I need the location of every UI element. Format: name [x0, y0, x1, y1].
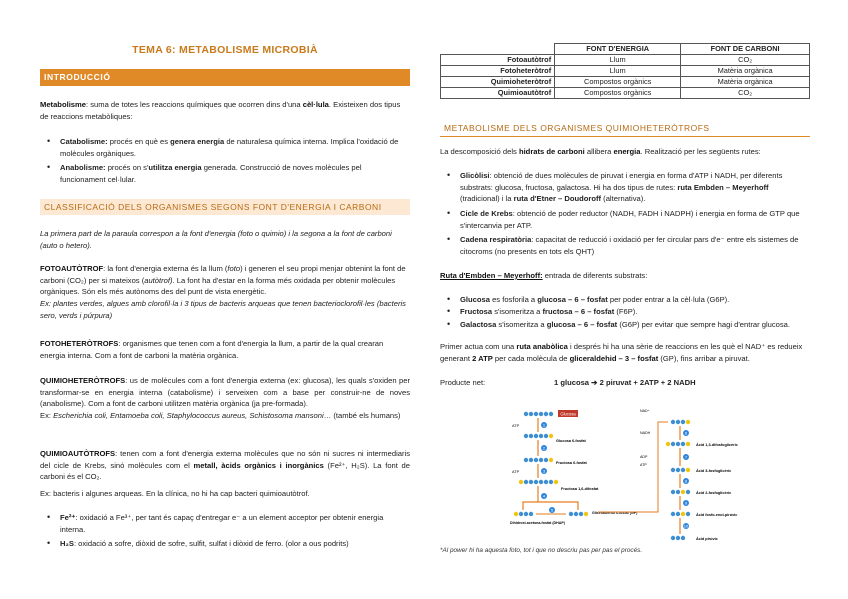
pep-label: Àcid fosfo-enol-pirúvic	[696, 513, 738, 517]
a13-label: Àcid 1,3-difosfoglicèric	[696, 443, 738, 447]
gp-label: Gliceraldehid 3-fosfat (GP)	[592, 511, 638, 515]
classificacio-intro: La primera part de la paraula correspon a la font d'energia (foto o quimio) i la segona a la font de carboni (auto o hetero).	[40, 229, 392, 250]
quimioautotrof-example: Ex: bacteris i algunes arqueas. En la clínica, no hi ha cap bacteri quimioautòtrof.	[40, 489, 310, 498]
ruta-bullet-fructosa: • Fructosa s'isomeritza a fructosa – 6 – fosfat (F6P).	[460, 306, 810, 318]
quimioheterotrofs-heading: METABOLISME DELS ORGANISMES QUIMIOHETERÒTROFS	[440, 120, 810, 137]
col-header-energy: FONT D'ENERGIA	[555, 44, 681, 55]
svg-text:5: 5	[550, 507, 554, 513]
atp-label-1: ATP	[512, 424, 520, 428]
net-label: Producte net:	[440, 378, 486, 387]
quimioheterotrof-paragraph: QUIMIOHETERÒTROFS: us de molècules com a font d'energia externa (ex: glucosa), les quals s'oxiden per transformar-se en energia interna (catabolisme) i serveixen com a base per construir-ne de noves (anabolisme). Com a font de carboni utilitzen matèria orgànica (ja pre-formada).	[40, 376, 410, 409]
pir-label: Àcid pirúvic	[696, 537, 718, 541]
table-row	[441, 88, 810, 99]
quimio-intro: La descomposició dels hidrats de carboni allibera energia. Realització per les següents rutes:	[440, 147, 761, 156]
metabolisme-paragraph: Metabolisme: suma de totes les reaccions químiques que ocorren dins d'una cèl·lula. Existeixen dos tipus de reaccions metabòliques:	[40, 100, 401, 121]
atp-label-2: ATP	[512, 470, 520, 474]
classification-table	[440, 43, 810, 99]
catabolisme-bullet: • Catabolisme: procés en què es genera energia de naturalesa química interna. Implica l'oxidació de molècules orgàniques.	[60, 136, 408, 159]
row-carbon: Matèria orgànica	[681, 66, 810, 77]
nadh-label: NADH	[640, 431, 651, 435]
adp-label: ADP	[640, 455, 648, 459]
row-energy: Llum	[555, 66, 681, 77]
net-equation: 1 glucosa ➔ 2 piruvat + 2ATP + 2 NADH	[554, 378, 696, 387]
anabolisme-bullet: • Anabolisme: procés on s'utilitza energia generada. Construcció de noves molècules pel funcionament cel·lular.	[60, 162, 408, 185]
glycolysis-diagram	[508, 402, 808, 548]
fotoautotrof-example: Ex: plantes verdes, algues amb clorofil·la i 3 tipus de bacteris arqueas que tenen bacterioclorofil·les (bacteris sero, verds i púrpura)	[40, 299, 406, 320]
row-name: Fotoautòtrof	[441, 55, 555, 66]
table-row	[441, 77, 810, 88]
svg-text:10: 10	[683, 523, 689, 529]
fotoautotrof-paragraph: FOTOAUTÒTROF: la font d'energia externa és la llum (foto) i generen el seu propi menjar obtenint la font de carboni (CO₂) per si mateixos (autòtrof). La font ha d'estar en la forma més oxidada per obtenir molècules orgàniques. Són els més autònoms des del punt de vista energètic.	[40, 264, 406, 297]
row-energy: Compostos orgànics	[555, 88, 681, 99]
h2s-bullet: • H₂S: oxidació a sofre, diòxid de sofre, sulfit, sulfat i diòxid de ferro. (olor a ous podrits)	[60, 538, 408, 550]
svg-text:1: 1	[542, 422, 546, 428]
svg-text:6: 6	[684, 430, 688, 436]
nad-label: NAD⁺	[640, 409, 650, 413]
row-name: Quimioheteròtrof	[441, 77, 555, 88]
svg-text:3: 3	[542, 468, 546, 474]
fe-bullet: • Fe²⁺: oxidació a Fe³⁺, per tant és capaç d'entregar e⁻ a un element acceptor per obtenir energia interna.	[60, 512, 408, 535]
glucose-label: Glucosa	[560, 411, 576, 417]
row-energy: Compostos orgànics	[555, 77, 681, 88]
classificacio-heading: CLASSIFICACIÓ DELS ORGANISMES SEGONS FONT D'ENERGIA I CARBONI	[40, 199, 410, 215]
intro-heading: INTRODUCCIÓ	[40, 69, 410, 86]
quimioautotrof-paragraph: QUIMIOAUTÒTROFS: tenen com a font d'energia externa molècules que no són ni sucres ni intermediaris del cicle de Krebs, sinó molècules com el metall, àcids orgànics i inorgànics (Fe²⁺, H₂S). La font de carboni és el CO₂.	[40, 449, 410, 482]
arrow-to-right	[598, 422, 668, 512]
a2-label: Àcid 2-fosfoglicèric	[696, 491, 732, 495]
dhap-label: Dihidroxi-acetona-fosfat (DHAP)	[510, 521, 565, 525]
svg-text:8: 8	[684, 478, 688, 484]
ruta-bullet-glucosa: • Glucosa es fosforila a glucosa – 6 – fosfat per poder entrar a la cèl·lula (G6P).	[460, 294, 810, 306]
ruta-title: Ruta d'Embden – Meyerhoff: entrada de diferents substrats:	[440, 271, 648, 280]
a3-label: Àcid 3-fosfoglicèric	[696, 469, 732, 473]
table-header	[441, 44, 810, 55]
table-row	[441, 66, 810, 77]
g6p-label: Glucosa 6-fosfat	[556, 439, 586, 443]
svg-text:7: 7	[684, 454, 688, 460]
f6p-label: Fructosa 6-fosfat	[556, 461, 587, 465]
cadena-bullet: • Cadena respiratòria: capacitat de reducció i oxidació per fer circular pars d'e⁻ entre els sistemes de citocroms (no presents en tots els QHT)	[460, 234, 810, 257]
f16-label: Fructosa 1,6-difosfat	[561, 487, 599, 491]
svg-text:2: 2	[542, 445, 546, 451]
svg-text:9: 9	[684, 500, 688, 506]
row-carbon: CO₂	[681, 88, 810, 99]
svg-text:4: 4	[542, 493, 546, 499]
quimioheterotrof-example: Ex: Escherichia coli, Entamoeba coli, Staphylococcus aureus, Schistosoma mansoni… (també els humans)	[40, 411, 401, 420]
krebs-bullet: • Cicle de Krebs: obtenció de poder reductor (NADH, FADH i NADPH) i energia en forma de GTP que s'intercanvia per ATP.	[460, 208, 810, 231]
row-carbon: Matèria orgànica	[681, 77, 810, 88]
row-name: Quimioautòtrof	[441, 88, 555, 99]
table-row	[441, 55, 810, 66]
col-header-carbon: FONT DE CARBONI	[681, 44, 810, 55]
diagram-caption: *Al power hi ha aquesta foto, tot i que no descriu pas per pas el procés.	[440, 547, 643, 554]
row-energy: Llum	[555, 55, 681, 66]
ruta-bullet-galactosa: • Galactosa s'isomeritza a glucosa – 6 – fosfat (G6P) per evitar que sempre hagi d'entrar glucosa.	[460, 319, 810, 331]
page-title: TEMA 6: METABOLISME MICROBIÀ	[132, 44, 318, 56]
atp-label-3: ATP	[640, 463, 647, 467]
row-carbon: CO₂	[681, 55, 810, 66]
fotoheterotrof-paragraph: FOTOHETERÒTROFS: organismes que tenen com a font d'energia la llum, a partir de la qual crearan energia interna. Com a font de carboni la matèria orgànica.	[40, 339, 384, 360]
row-name: Fotoheteròtrof	[441, 66, 555, 77]
glicolisi-bullet: • Glicòlisi: obtenció de dues molècules de piruvat i energia en forma d'ATP i NADH, per diferents substrats: glucosa, fructosa, galactosa. Hi ha dos tipus de rutes: ruta Embden – Meyerhoff (tradicional) i la ruta d'Etner – Doudoroff (alternativa).	[460, 170, 810, 205]
table-corner	[441, 44, 555, 55]
ruta-final-paragraph: Primer actua com una ruta anabòlica i després hi ha una sèrie de reaccions en les què el NAD⁺ es redueix generant 2 ATP per cada molècula de gliceraldehid – 3 – fosfat (GP), fins arribar a piruvat.	[440, 342, 803, 363]
